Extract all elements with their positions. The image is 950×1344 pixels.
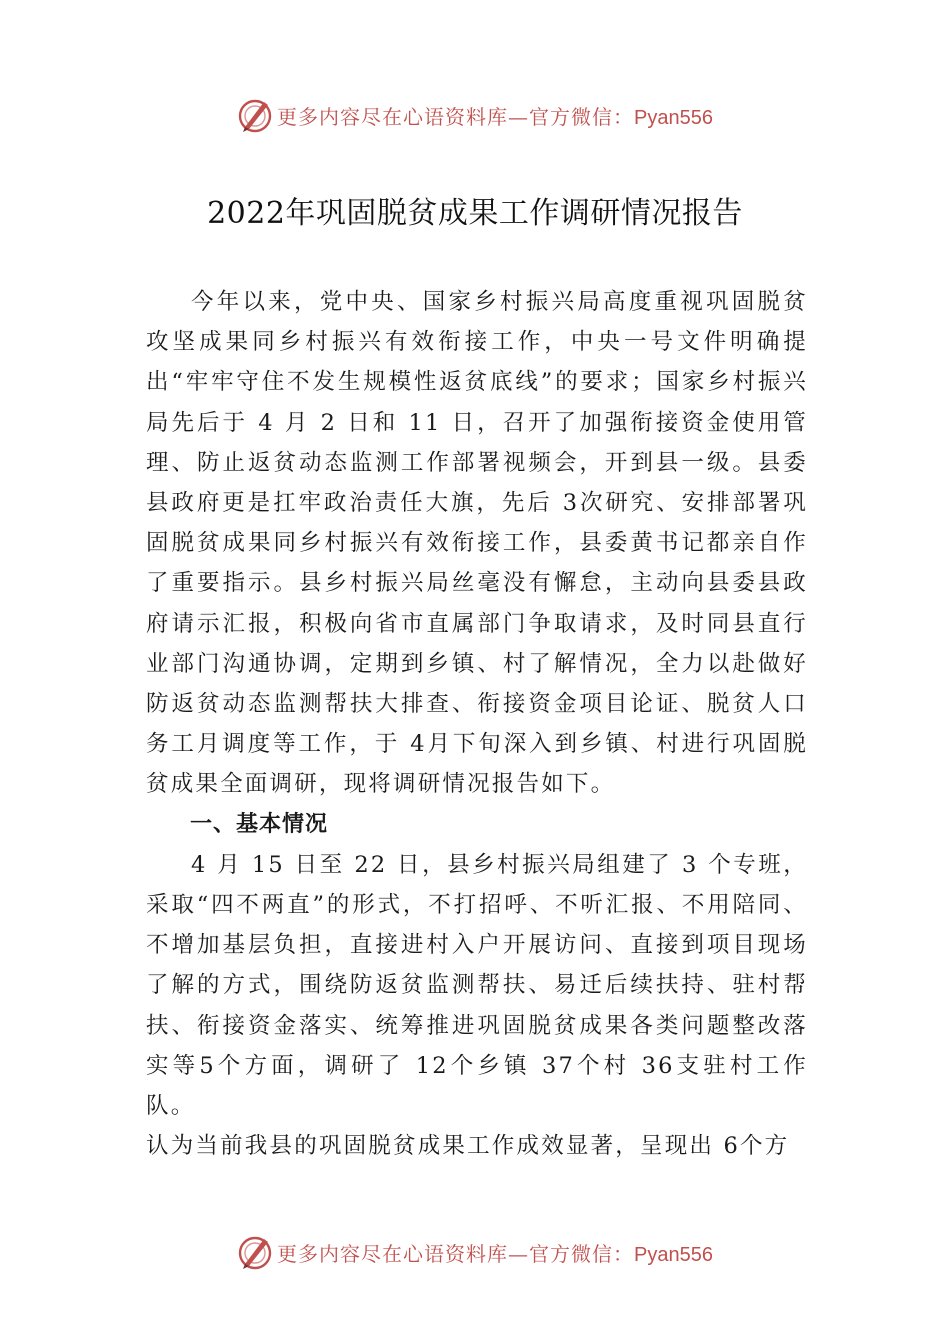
watermark-banner-top — [0, 95, 950, 135]
brush-logo-icon — [237, 1234, 273, 1270]
wechat-id: Pyan556 — [634, 1243, 713, 1266]
paragraph-basic-situation: 4 月 15 日至 22 日，县乡村振兴局组建了 3 个专班，采取“四不两直”的形式，不打招呼、不听汇报、不用陪同、 不增加基层负担，直接进村入户开展访问、直接到项目现场了解的方式，围绕防返贫监测帮扶、易迁后续扶持、驻村帮扶、衔接资金落实、统筹推进巩固脱贫成果各类问题整改落实等5个方面，调研了 12个乡镇 37个村 36支驻村工作队。 — [146, 851, 808, 1120]
paragraph-conclusion: 认为当前我县的巩固脱贫成果工作成效显著，呈现出 6个方 — [146, 1133, 790, 1160]
document-title: 2022年巩固脱贫成果工作调研情况报告 — [207, 196, 743, 231]
brush-logo-icon — [237, 97, 273, 133]
wechat-id: Pyan556 — [634, 106, 713, 129]
section-heading-basic-situation: 一、基本情况 — [190, 811, 329, 837]
document-body — [146, 282, 808, 1166]
watermark-text: 更多内容尽在心语资料库—官方微信： — [277, 104, 635, 129]
watermark-banner-bottom — [0, 1232, 950, 1272]
watermark-text: 更多内容尽在心语资料库—官方微信： — [277, 1241, 635, 1266]
paragraph-intro: 今年以来，党中央、国家乡村振兴局高度重视巩固脱贫攻坚成果同乡村振兴有效衔接工作，中央一号文件明确提出“牢牢守住不发生规模性返贫底线”的要求；国家乡村振兴局先后于 4 月 2 日和 11 日，召开了加强衔接资金使用管理、防止返贫动态监测工作部署视频会，开到县一级。县委县政府更是扛牢政治责任大旗，先后 3次研究、安排部署巩固脱贫成果同乡村振兴有效衔接工作，县委黄书记都亲自作了重要指示。县乡村振兴局丝毫没有懈怠，主动向县委县政府请示汇报，积极向省市直属部门争取请求，及时同县直行业部门沟通协调，定期到乡镇、村了解情况，全力以赴做好防返贫动态监测帮扶大排查、衔接资金项目论证、脱贫人口务工月调度等工作，于 4月下旬深入到乡镇、村进行巩固脱贫成果全面调研，现将调研情况报告如下。 — [146, 289, 808, 798]
